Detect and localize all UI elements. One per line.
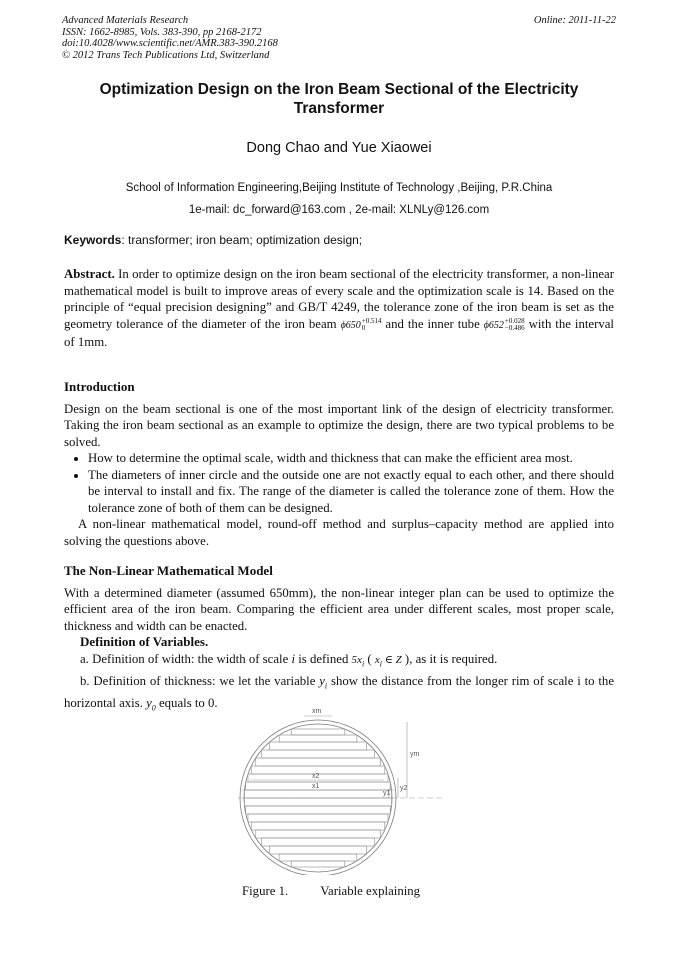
- abstract-text-3: with the interval of 1mm.: [64, 316, 614, 349]
- copyright-line: © 2012 Trans Tech Publications Ltd, Switzerland: [62, 49, 270, 61]
- abstract: [64, 266, 614, 351]
- figure-1-diagram: [232, 700, 450, 875]
- scale-step: [244, 798, 391, 806]
- authors: Dong Chao and Yue Xiaowei: [246, 140, 432, 156]
- list-item: • The diameters of inner circle and the outside one are not exactly equal to each other, and there should be interval to install and fix. The range of the diameter is called the tolerance zone of them. How the tolerance zone of both of them can be designed.: [88, 467, 614, 517]
- keywords: [64, 233, 362, 247]
- scale-step: [270, 846, 367, 854]
- width-definition: a. Definition of width: the width of scale i is defined $5x_i$ ( $x_i$ ∈ Z ), as it is required.: [80, 651, 498, 669]
- figure-caption: [242, 884, 420, 899]
- figure-number: Figure 1.: [242, 884, 289, 898]
- emails: 1e-mail: dc_forward@163.com , 2e-mail: XLNLy@126.com: [188, 204, 490, 216]
- dimension-outer: ϕ650+0.514 0: [340, 316, 382, 332]
- scale-step: [248, 814, 388, 822]
- model-section: [64, 563, 614, 717]
- thickness-definition: b. Definition of thickness: we let the variable $y_i$ show the distance from the longer rim of scale i to the horizontal axis. $y_0$ equals to 0.: [64, 673, 614, 713]
- scale-step: [291, 729, 344, 735]
- doi-line: doi:10.4028/www.scientific.net/AMR.383-390.2168: [62, 38, 278, 49]
- figure-labels: [312, 708, 420, 797]
- outer-circle: [240, 720, 396, 875]
- scale-step: [262, 838, 375, 846]
- keywords-label: Keywords: [64, 233, 122, 247]
- journal-name: Advanced Materials Research: [62, 15, 189, 26]
- issn-line: ISSN: 1662-8985, Vols. 383-390, pp 2168-2172: [62, 26, 262, 38]
- list-item: • How to determine the optimal scale, width and thickness that can make the efficient area most.: [88, 450, 614, 467]
- figure-caption-text: Variable explaining: [320, 884, 421, 898]
- introduction-paragraph-2: A non-linear mathematical model, round-off method and surplus–capacity method are applied into solving the questions above.: [64, 517, 614, 548]
- model-heading: The Non-Linear Mathematical Model: [64, 563, 273, 578]
- affiliation-block: [62, 177, 616, 221]
- introduction-paragraph: Design on the beam sectional is one of the most important link of the design of electricity transformer. Taking the iron beam sectional as an example to optimize the design, there are two typical problems to be solved.: [64, 401, 614, 449]
- problem-list: [64, 450, 614, 516]
- scale-step: [246, 806, 390, 814]
- scale-step: [256, 758, 381, 766]
- abstract-label: Abstract.: [64, 267, 115, 281]
- label-xm: xm: [312, 708, 322, 715]
- scale-step: [244, 790, 391, 798]
- figure-lines: [240, 720, 396, 875]
- scale-step: [251, 822, 384, 830]
- paper-title: [62, 80, 616, 118]
- title-line-1: Optimization Design on the Iron Beam Sectional of the Electricity: [99, 81, 579, 98]
- label-x1: x1: [312, 783, 320, 790]
- introduction-heading: Introduction: [64, 379, 135, 394]
- dimension-inner: ϕ652+0.028 −0.486: [483, 316, 525, 332]
- label-x2: x2: [312, 773, 320, 780]
- label-y2: y2: [400, 785, 408, 792]
- model-paragraph: With a determined diameter (assumed 650mm), the non-linear integer plan can be used to optimize the efficient area of the iron beam. Comparing the efficient area under different scales, most proper scale, thickness and width can be enacted.: [64, 585, 614, 633]
- scale-step: [279, 854, 357, 861]
- scale-step: [291, 861, 344, 867]
- scale-step: [256, 830, 381, 838]
- scale-step: [270, 742, 367, 750]
- abstract-text-2: and the inner tube: [381, 316, 484, 331]
- scale-step: [262, 750, 375, 758]
- abstract-text-1: In order to optimize design on the iron beam sectional of the electricity transformer, a non-linear mathematical model is built to improve areas of every scale and the optimization scale is 14. Based on the principle of “equal precision designing” and GB/T 4249, the tolerance zone of the iron beam is set as the geometry tolerance of the diameter of the iron beam: [64, 267, 614, 331]
- journal-header: [62, 15, 278, 61]
- scale-step: [279, 735, 357, 742]
- introduction-section: [64, 379, 614, 549]
- affiliation: School of Information Engineering,Beijing Institute of Technology ,Beijing, P.R.China: [125, 182, 553, 194]
- title-line-2: Transformer: [293, 100, 385, 117]
- keywords-text: : transformer; iron beam; optimization design;: [121, 233, 363, 247]
- definition-heading: Definition of Variables.: [80, 634, 209, 649]
- label-y1: y1: [383, 790, 391, 797]
- label-ym: ym: [410, 751, 420, 758]
- online-date: Online: 2011-11-22: [533, 15, 616, 26]
